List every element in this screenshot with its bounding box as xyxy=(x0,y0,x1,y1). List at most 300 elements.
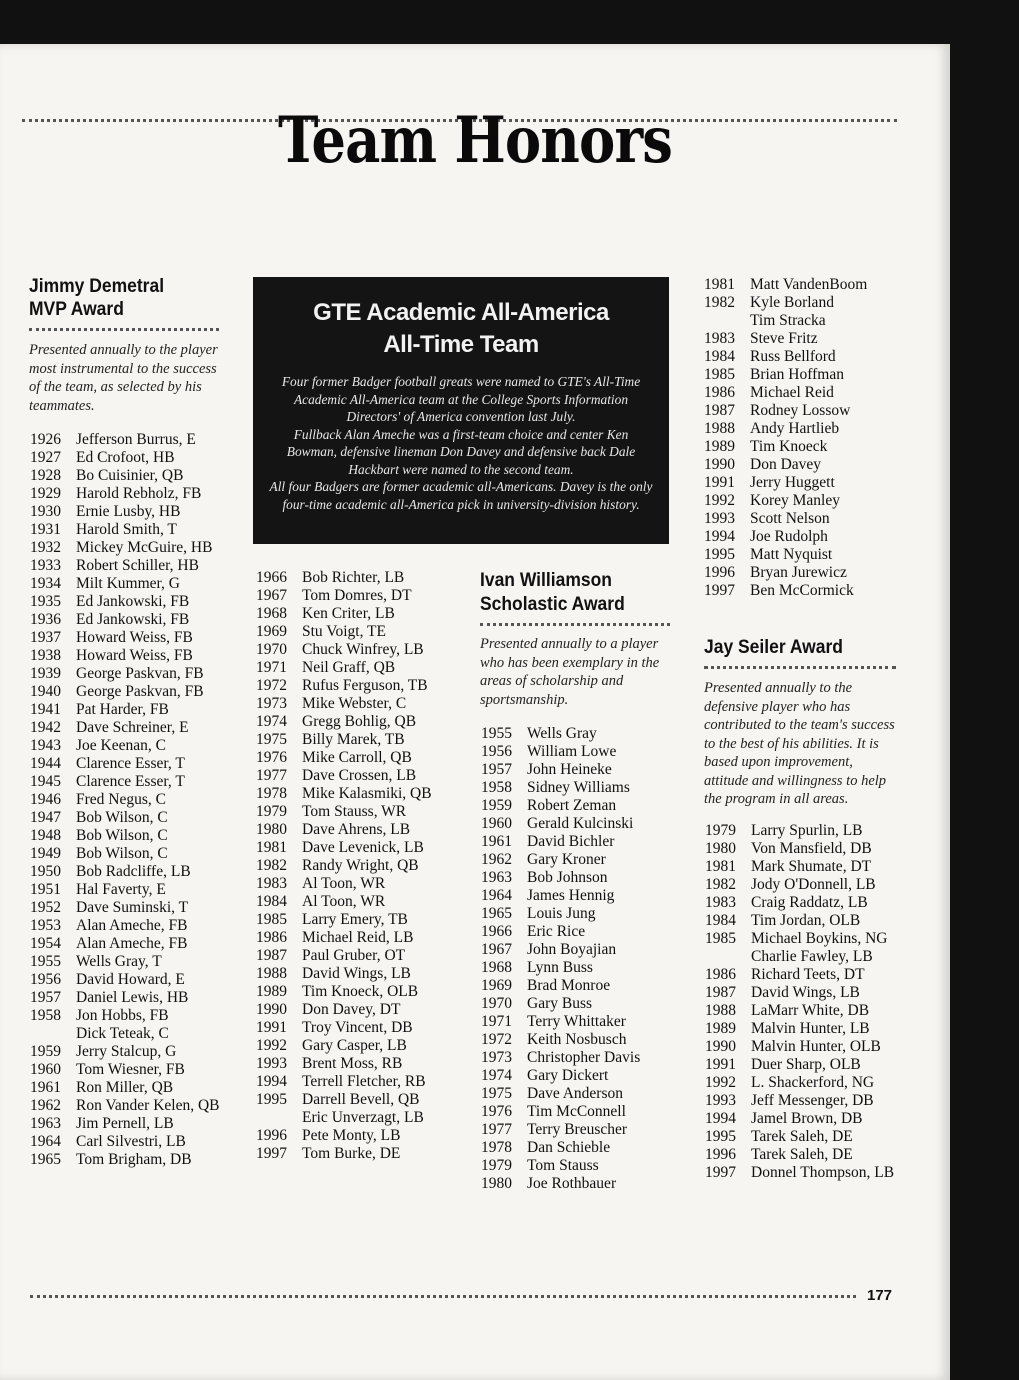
entry-name: Charlie Fawley, LB xyxy=(751,948,873,965)
entry-year: 1994 xyxy=(704,528,735,545)
entry-year: 1970 xyxy=(256,641,287,658)
seiler-heading: Jay Seiler Award xyxy=(704,637,843,658)
entry-name: Eric Unverzagt, LB xyxy=(302,1109,424,1126)
entry-name: Brian Hoffman xyxy=(750,366,844,383)
entry-year xyxy=(256,1109,302,1127)
list-item xyxy=(256,1073,432,1091)
entry-name: Ernie Lusby, HB xyxy=(76,503,181,520)
list-item xyxy=(481,941,640,959)
list-item xyxy=(30,701,220,719)
list-item xyxy=(481,995,640,1013)
list-item xyxy=(704,420,867,438)
mvp-list-b xyxy=(256,569,432,1163)
williamson-divider xyxy=(480,623,670,626)
entry-name: Don Davey, DT xyxy=(302,1001,401,1018)
entry-year: 1927 xyxy=(30,449,61,466)
entry-year: 1964 xyxy=(30,1133,61,1150)
list-item xyxy=(256,911,432,929)
list-item xyxy=(256,839,432,857)
entry-year: 1982 xyxy=(704,294,735,311)
entry-name: Alan Ameche, FB xyxy=(76,935,188,952)
entry-name: Ed Crofoot, HB xyxy=(76,449,175,466)
entry-name: Mark Shumate, DT xyxy=(751,858,872,875)
list-item xyxy=(30,845,220,863)
entry-name: Mike Carroll, QB xyxy=(302,749,412,766)
entry-name: Bo Cuisinier, QB xyxy=(76,467,184,484)
list-item xyxy=(256,641,432,659)
list-item xyxy=(30,485,220,503)
list-item xyxy=(30,863,220,881)
list-item xyxy=(256,1019,432,1037)
entry-year: 1938 xyxy=(30,647,61,664)
entry-year: 1980 xyxy=(256,821,287,838)
entry-name: Dave Crossen, LB xyxy=(302,767,417,784)
entry-year: 1933 xyxy=(30,557,61,574)
list-item xyxy=(256,947,432,965)
list-item xyxy=(256,1109,432,1127)
entry-name: Robert Schiller, HB xyxy=(76,557,199,574)
list-item xyxy=(481,725,640,743)
list-item xyxy=(256,821,432,839)
entry-name: Wells Gray, T xyxy=(76,953,162,970)
entry-name: Bob Wilson, C xyxy=(76,809,168,826)
list-item xyxy=(30,431,220,449)
entry-year: 1988 xyxy=(705,1002,736,1019)
list-item xyxy=(256,965,432,983)
entry-year: 1967 xyxy=(256,587,287,604)
list-item xyxy=(30,593,220,611)
list-item xyxy=(30,809,220,827)
entry-name: Don Davey xyxy=(750,456,822,473)
entry-name: Gary Kroner xyxy=(527,851,606,868)
entry-year: 1997 xyxy=(704,582,735,599)
list-item xyxy=(705,1110,894,1128)
entry-year: 1971 xyxy=(481,1013,512,1030)
entry-name: Jim Pernell, LB xyxy=(76,1115,174,1132)
entry-year: 1986 xyxy=(704,384,735,401)
list-item xyxy=(256,767,432,785)
entry-name: Joe Keenan, C xyxy=(76,737,166,754)
list-item xyxy=(256,983,432,1001)
entry-name: John Boyajian xyxy=(527,941,617,958)
entry-name: Ken Criter, LB xyxy=(302,605,395,622)
entry-name: Larry Emery, TB xyxy=(302,911,408,928)
list-item xyxy=(256,731,432,749)
entry-year: 1969 xyxy=(256,623,287,640)
entry-year: 1972 xyxy=(481,1031,512,1048)
list-item xyxy=(705,840,894,858)
entry-year: 1955 xyxy=(481,725,512,742)
list-item xyxy=(705,912,894,930)
williamson-list-a xyxy=(481,725,640,1193)
williamson-heading-line2: Scholastic Award xyxy=(480,594,625,615)
list-item xyxy=(704,474,867,492)
entry-year: 1965 xyxy=(481,905,512,922)
entry-name: Richard Teets, DT xyxy=(751,966,865,983)
list-item xyxy=(704,276,867,294)
entry-name: Neil Graff, QB xyxy=(302,659,396,676)
entry-year: 1947 xyxy=(30,809,61,826)
entry-year: 1976 xyxy=(481,1103,512,1120)
entry-name: Bob Radcliffe, LB xyxy=(76,863,191,880)
entry-name: Larry Spurlin, LB xyxy=(751,822,863,839)
entry-name: Dave Levenick, LB xyxy=(302,839,424,856)
entry-name: Billy Marek, TB xyxy=(302,731,405,748)
entry-name: Carl Silvestri, LB xyxy=(76,1133,186,1150)
list-item xyxy=(30,1007,220,1025)
entry-name: Terry Breuscher xyxy=(527,1121,628,1138)
entry-year: 1991 xyxy=(256,1019,287,1036)
entry-year: 1967 xyxy=(481,941,512,958)
list-item xyxy=(704,294,867,312)
entry-year: 1932 xyxy=(30,539,61,556)
entry-name: Tim McConnell xyxy=(527,1103,626,1120)
entry-year: 1997 xyxy=(256,1145,287,1162)
entry-name: Darrell Bevell, QB xyxy=(302,1091,420,1108)
entry-name: Rufus Ferguson, TB xyxy=(302,677,428,694)
entry-name: Tim Knoeck, OLB xyxy=(302,983,419,1000)
entry-year: 1952 xyxy=(30,899,61,916)
entry-name: Ben McCormick xyxy=(750,582,854,599)
entry-name: Chuck Winfrey, LB xyxy=(302,641,424,658)
entry-name: Jeff Messenger, DB xyxy=(751,1092,874,1109)
williamson-description: Presented annually to a player who has been exemplary in the areas of scholarship and sportsmanship. xyxy=(480,636,660,708)
entry-year: 1996 xyxy=(705,1146,736,1163)
list-item xyxy=(30,989,220,1007)
list-item xyxy=(30,683,220,701)
list-item xyxy=(481,869,640,887)
list-item xyxy=(30,791,220,809)
entry-year: 1980 xyxy=(705,840,736,857)
entry-year: 1985 xyxy=(704,366,735,383)
list-item xyxy=(481,797,640,815)
list-item xyxy=(705,1128,894,1146)
entry-name: Ed Jankowski, FB xyxy=(76,611,190,628)
entry-name: Matt Nyquist xyxy=(750,546,833,563)
list-item xyxy=(704,492,867,510)
list-item xyxy=(481,743,640,761)
entry-name: Tom Domres, DT xyxy=(302,587,412,604)
list-item xyxy=(30,773,220,791)
entry-name: Robert Zeman xyxy=(527,797,617,814)
entry-year: 1981 xyxy=(704,276,735,293)
list-item xyxy=(30,899,220,917)
list-item xyxy=(256,929,432,947)
list-item xyxy=(30,467,220,485)
entry-year: 1977 xyxy=(256,767,287,784)
entry-name: Tom Burke, DE xyxy=(302,1145,401,1162)
entry-year: 1931 xyxy=(30,521,61,538)
entry-name: Troy Vincent, DB xyxy=(302,1019,413,1036)
entry-name: Joe Rothbauer xyxy=(527,1175,617,1192)
list-item xyxy=(256,1091,432,1109)
entry-year: 1983 xyxy=(256,875,287,892)
entry-name: Dave Ahrens, LB xyxy=(302,821,411,838)
entry-year: 1975 xyxy=(481,1085,512,1102)
entry-year: 1951 xyxy=(30,881,61,898)
entry-name: Michael Reid, LB xyxy=(302,929,414,946)
list-item xyxy=(481,851,640,869)
list-item xyxy=(30,521,220,539)
entry-year: 1976 xyxy=(256,749,287,766)
entry-year: 1957 xyxy=(30,989,61,1006)
entry-name: L. Shackerford, NG xyxy=(751,1074,875,1091)
list-item xyxy=(30,647,220,665)
entry-year: 1990 xyxy=(704,456,735,473)
entry-name: James Hennig xyxy=(527,887,615,904)
list-item xyxy=(30,881,220,899)
list-item xyxy=(30,935,220,953)
list-item xyxy=(705,1038,894,1056)
entry-name: Ron Miller, QB xyxy=(76,1079,174,1096)
list-item xyxy=(705,930,894,948)
list-item xyxy=(30,1043,220,1061)
list-item xyxy=(256,1145,432,1163)
entry-name: Howard Weiss, FB xyxy=(76,647,193,664)
entry-year: 1930 xyxy=(30,503,61,520)
entry-year: 1996 xyxy=(704,564,735,581)
gte-callout-box xyxy=(253,277,669,544)
list-item xyxy=(256,569,432,587)
entry-name: Andy Hartlieb xyxy=(750,420,840,437)
entry-year: 1979 xyxy=(705,822,736,839)
entry-year: 1983 xyxy=(705,894,736,911)
entry-name: Scott Nelson xyxy=(750,510,830,527)
page-number: 177 xyxy=(867,1287,893,1304)
entry-year: 1986 xyxy=(705,966,736,983)
entry-name: John Heineke xyxy=(527,761,612,778)
entry-year: 1973 xyxy=(481,1049,512,1066)
entry-name: Terry Whittaker xyxy=(527,1013,626,1030)
entry-year: 1988 xyxy=(256,965,287,982)
entry-year: 1970 xyxy=(481,995,512,1012)
entry-name: Harold Smith, T xyxy=(76,521,177,538)
entry-year: 1959 xyxy=(481,797,512,814)
entry-name: Dave Schreiner, E xyxy=(76,719,189,736)
entry-year: 1994 xyxy=(705,1110,736,1127)
entry-year: 1941 xyxy=(30,701,61,718)
list-item xyxy=(256,857,432,875)
list-item xyxy=(704,582,867,600)
entry-name: Malvin Hunter, OLB xyxy=(751,1038,881,1055)
list-item xyxy=(30,449,220,467)
entry-name: George Paskvan, FB xyxy=(76,665,204,682)
entry-year: 1966 xyxy=(256,569,287,586)
list-item xyxy=(481,905,640,923)
list-item xyxy=(705,1164,894,1182)
entry-year: 1946 xyxy=(30,791,61,808)
entry-name: Jon Hobbs, FB xyxy=(76,1007,169,1024)
list-item xyxy=(256,1127,432,1145)
list-item xyxy=(481,761,640,779)
list-item xyxy=(705,822,894,840)
entry-name: Dick Teteak, C xyxy=(76,1025,169,1042)
entry-name: Jerry Huggett xyxy=(750,474,835,491)
list-item xyxy=(256,1001,432,1019)
entry-name: Jamel Brown, DB xyxy=(751,1110,863,1127)
entry-year: 1987 xyxy=(256,947,287,964)
entry-year: 1996 xyxy=(256,1127,287,1144)
entry-year: 1980 xyxy=(481,1175,512,1192)
entry-year: 1988 xyxy=(704,420,735,437)
entry-year xyxy=(704,312,750,330)
list-item xyxy=(704,330,867,348)
list-item xyxy=(30,503,220,521)
entry-year: 1950 xyxy=(30,863,61,880)
entry-name: David Wings, LB xyxy=(302,965,411,982)
list-item xyxy=(30,1025,220,1043)
list-item xyxy=(30,611,220,629)
entry-year: 1985 xyxy=(705,930,736,947)
list-item xyxy=(256,623,432,641)
list-item xyxy=(705,948,894,966)
entry-name: Mickey McGuire, HB xyxy=(76,539,213,556)
list-item xyxy=(30,719,220,737)
list-item xyxy=(30,1151,220,1169)
entry-name: Duer Sharp, OLB xyxy=(751,1056,861,1073)
williamson-list-b xyxy=(704,276,867,600)
williamson-heading-line1: Ivan Williamson xyxy=(480,570,612,591)
list-item xyxy=(481,1103,640,1121)
entry-year: 1993 xyxy=(256,1055,287,1072)
entry-year: 1965 xyxy=(30,1151,61,1168)
list-item xyxy=(30,737,220,755)
entry-year: 1953 xyxy=(30,917,61,934)
entry-name: Tim Knoeck xyxy=(750,438,828,455)
entry-year: 1994 xyxy=(256,1073,287,1090)
entry-name: Brad Monroe xyxy=(527,977,611,994)
list-item xyxy=(30,1115,220,1133)
entry-year: 1962 xyxy=(481,851,512,868)
entry-year: 1984 xyxy=(256,893,287,910)
entry-year: 1995 xyxy=(704,546,735,563)
entry-year: 1990 xyxy=(705,1038,736,1055)
entry-name: Stu Voigt, TE xyxy=(302,623,386,640)
entry-year: 1961 xyxy=(30,1079,61,1096)
list-item xyxy=(704,564,867,582)
entry-name: Matt VandenBoom xyxy=(750,276,868,293)
list-item xyxy=(256,659,432,677)
entry-year: 1978 xyxy=(256,785,287,802)
entry-name: Mike Webster, C xyxy=(302,695,407,712)
entry-year: 1979 xyxy=(481,1157,512,1174)
entry-year: 1997 xyxy=(705,1164,736,1181)
mvp-divider xyxy=(29,328,219,331)
entry-year: 1992 xyxy=(256,1037,287,1054)
list-item xyxy=(704,348,867,366)
entry-year: 1989 xyxy=(256,983,287,1000)
entry-year: 1974 xyxy=(481,1067,512,1084)
bottom-divider xyxy=(30,1295,856,1298)
entry-name: Lynn Buss xyxy=(527,959,593,976)
list-item xyxy=(256,875,432,893)
entry-year: 1968 xyxy=(256,605,287,622)
entry-year: 1992 xyxy=(705,1074,736,1091)
list-item xyxy=(30,1133,220,1151)
entry-year: 1963 xyxy=(30,1115,61,1132)
entry-name: Al Toon, WR xyxy=(302,893,386,910)
list-item xyxy=(481,1139,640,1157)
entry-name: Tim Jordan, OLB xyxy=(751,912,861,929)
entry-name: Al Toon, WR xyxy=(302,875,386,892)
entry-name: Paul Gruber, OT xyxy=(302,947,406,964)
entry-year xyxy=(705,948,751,966)
entry-year: 1942 xyxy=(30,719,61,736)
mvp-heading-line2: MVP Award xyxy=(29,299,124,320)
entry-name: Tom Stauss xyxy=(527,1157,599,1174)
list-item xyxy=(481,1175,640,1193)
entry-name: Tim Stracka xyxy=(750,312,826,329)
entry-name: William Lowe xyxy=(527,743,617,760)
entry-year: 1960 xyxy=(481,815,512,832)
list-item xyxy=(481,959,640,977)
entry-name: Dave Suminski, T xyxy=(76,899,189,916)
entry-name: Keith Nosbusch xyxy=(527,1031,627,1048)
entry-year: 1991 xyxy=(705,1056,736,1073)
entry-name: David Wings, LB xyxy=(751,984,860,1001)
entry-year: 1926 xyxy=(30,431,61,448)
entry-name: Korey Manley xyxy=(750,492,840,509)
list-item xyxy=(481,977,640,995)
entry-year: 1972 xyxy=(256,677,287,694)
entry-name: Bryan Jurewicz xyxy=(750,564,847,581)
list-item xyxy=(256,587,432,605)
entry-name: LaMarr White, DB xyxy=(751,1002,870,1019)
list-item xyxy=(256,605,432,623)
entry-name: Daniel Lewis, HB xyxy=(76,989,189,1006)
list-item xyxy=(705,1146,894,1164)
entry-name: Louis Jung xyxy=(527,905,596,922)
gte-paragraph: All four Badgers are former academic all-Americans. Davey is the only four-time academic all-America pick in university-division history. xyxy=(269,479,653,512)
entry-year: 1954 xyxy=(30,935,61,952)
list-item xyxy=(481,1067,640,1085)
list-item xyxy=(704,438,867,456)
list-item xyxy=(481,1049,640,1067)
entry-name: Ron Vander Kelen, QB xyxy=(76,1097,220,1114)
gte-title-line1: GTE Academic All-America xyxy=(313,299,609,326)
entry-year xyxy=(30,1025,76,1043)
list-item xyxy=(256,713,432,731)
entry-year: 1971 xyxy=(256,659,287,676)
entry-year: 1987 xyxy=(705,984,736,1001)
entry-name: Wells Gray xyxy=(527,725,597,742)
entry-year: 1959 xyxy=(30,1043,61,1060)
entry-name: Howard Weiss, FB xyxy=(76,629,193,646)
entry-name: Pat Harder, FB xyxy=(76,701,169,718)
entry-name: Randy Wright, QB xyxy=(302,857,419,874)
list-item xyxy=(256,1055,432,1073)
entry-year: 1977 xyxy=(481,1121,512,1138)
entry-year: 1940 xyxy=(30,683,61,700)
entry-year: 1982 xyxy=(256,857,287,874)
entry-year: 1983 xyxy=(704,330,735,347)
entry-year: 1937 xyxy=(30,629,61,646)
list-item xyxy=(705,966,894,984)
entry-name: Tarek Saleh, DE xyxy=(751,1146,853,1163)
entry-year: 1943 xyxy=(30,737,61,754)
entry-year: 1955 xyxy=(30,953,61,970)
entry-year: 1984 xyxy=(705,912,736,929)
list-item xyxy=(256,1037,432,1055)
entry-year: 1992 xyxy=(704,492,735,509)
list-item xyxy=(30,1061,220,1079)
list-item xyxy=(30,575,220,593)
entry-year: 1978 xyxy=(481,1139,512,1156)
entry-name: Donnel Thompson, LB xyxy=(751,1164,895,1181)
list-item xyxy=(30,755,220,773)
gte-paragraph: Fullback Alan Ameche was a first-team choice and center Ken Bowman, defensive lineman Don Davey and defensive back Dale Hackbart were named to the second team. xyxy=(286,426,636,477)
entry-name: Michael Reid xyxy=(750,384,834,401)
